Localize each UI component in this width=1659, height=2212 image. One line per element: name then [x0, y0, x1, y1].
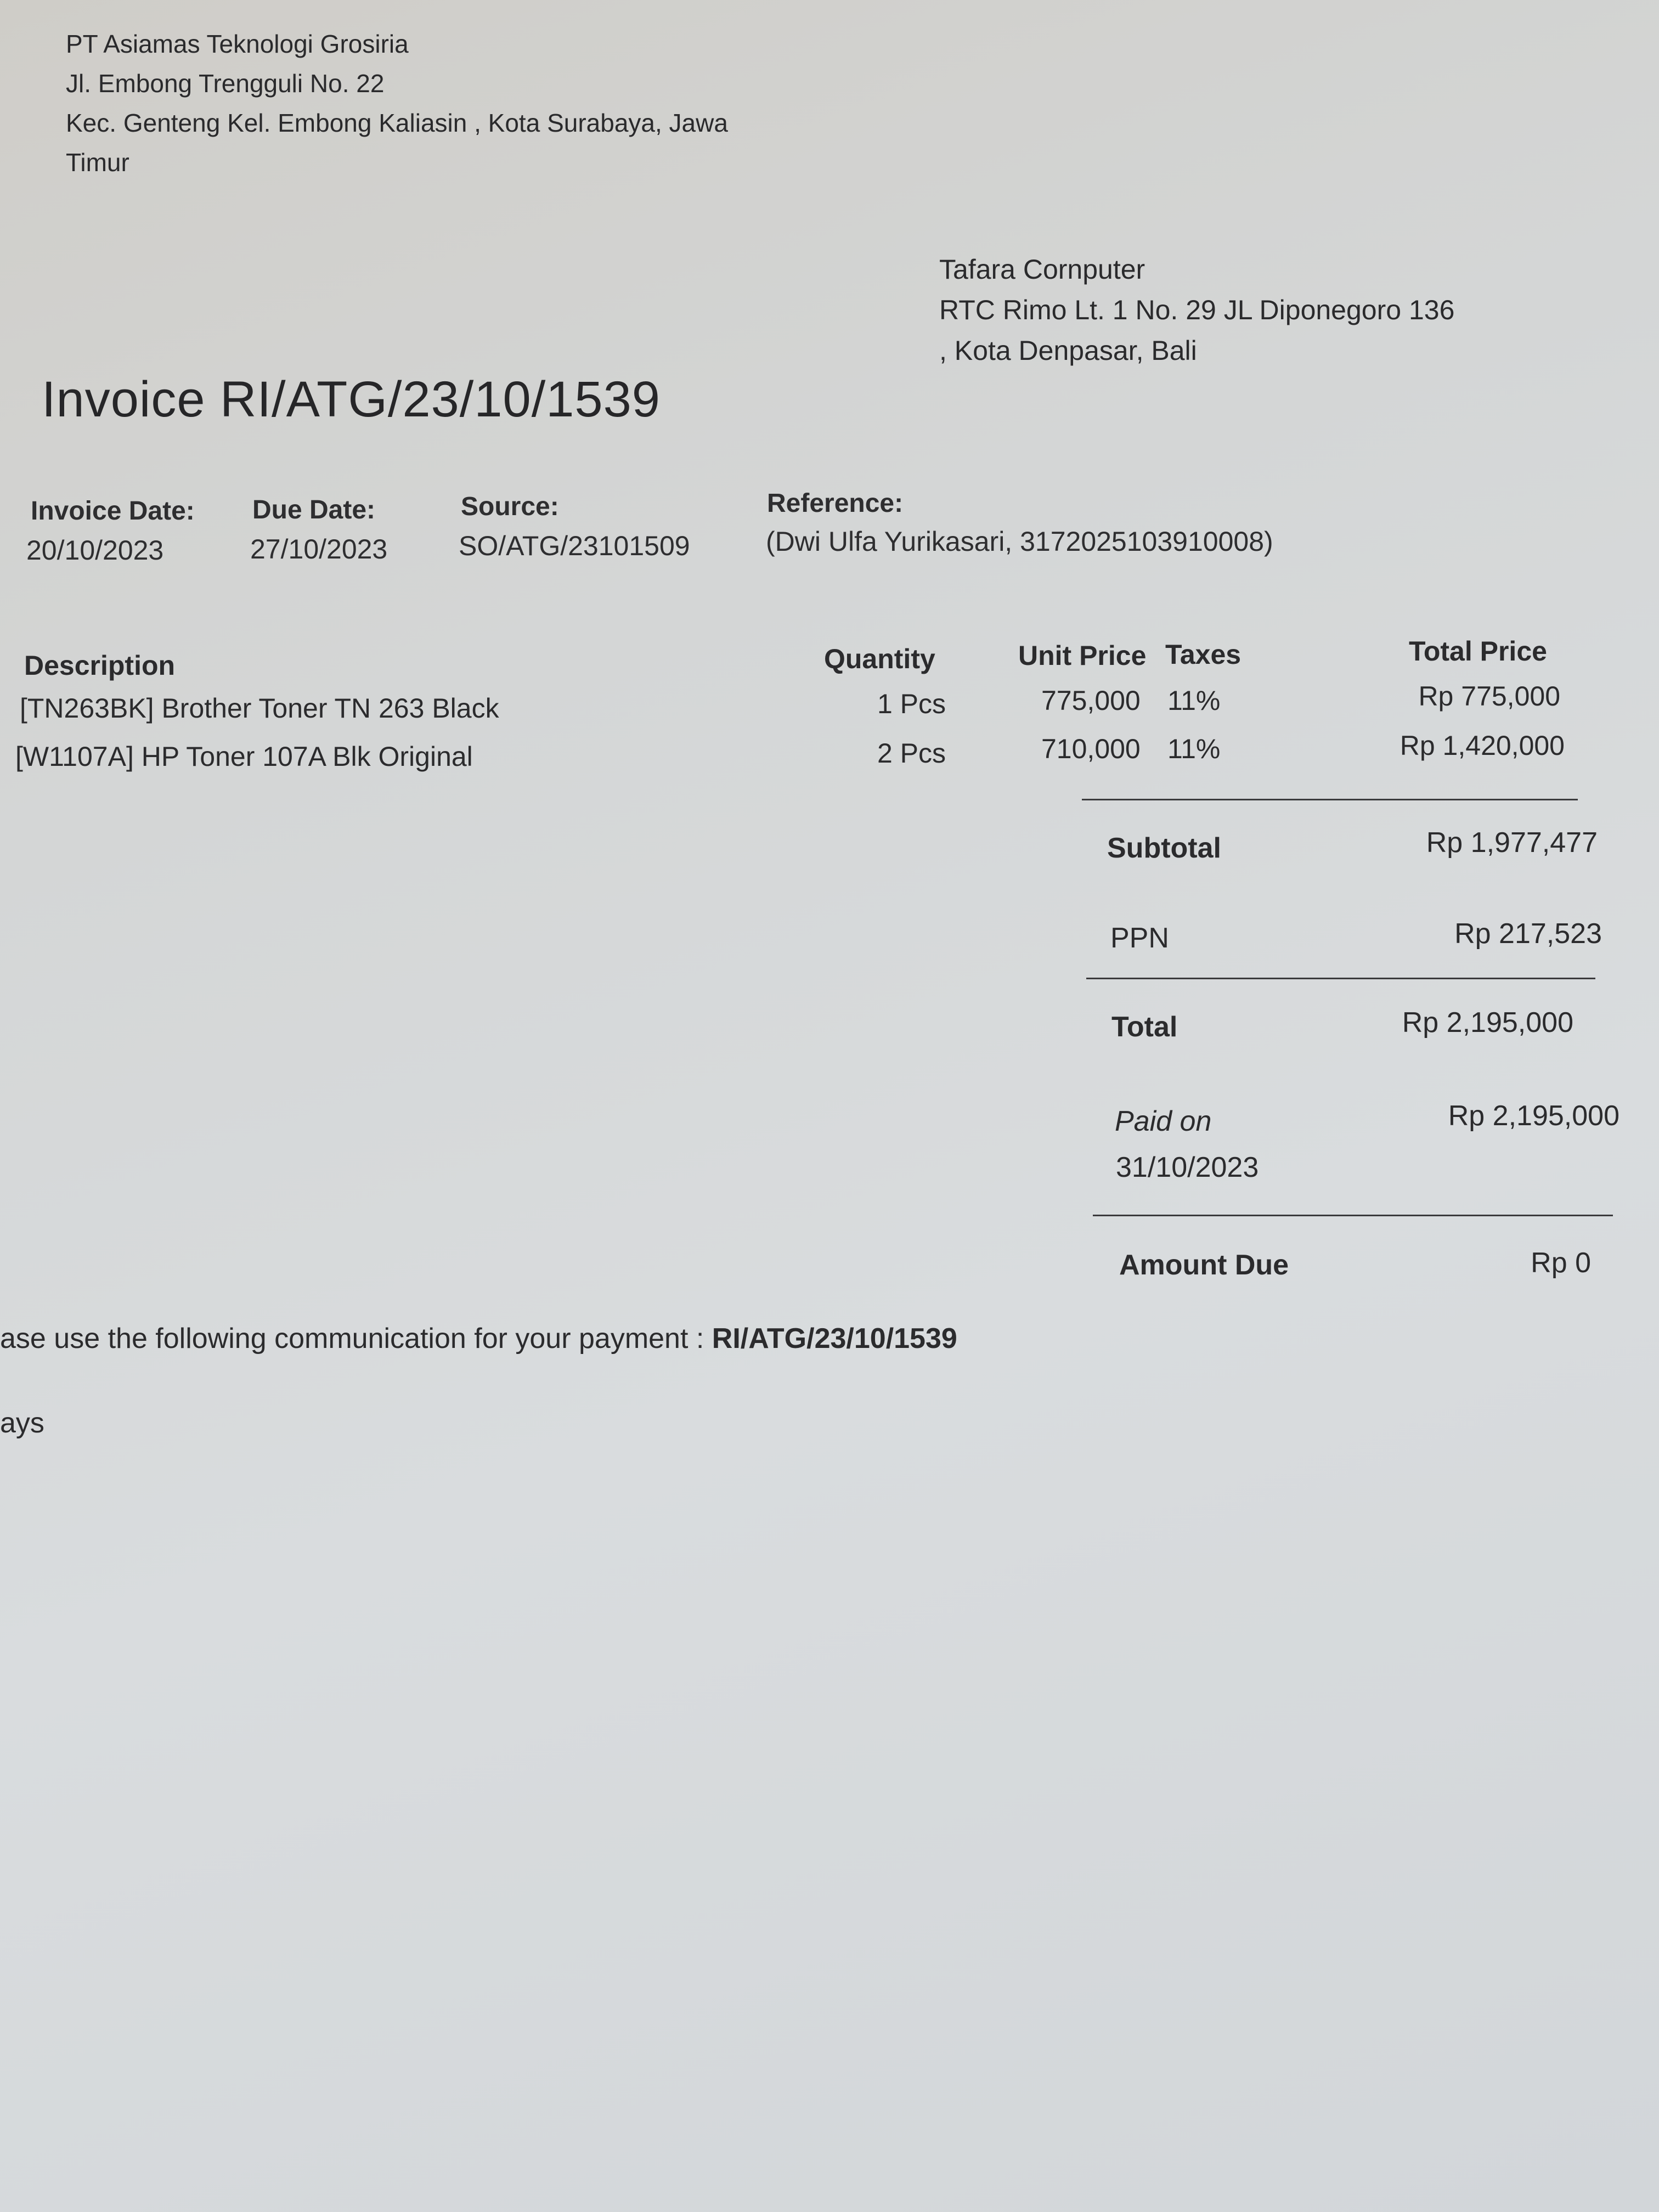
payment-communication-text [0, 1322, 957, 1355]
due-date-value: 27/10/2023 [250, 534, 388, 565]
invoice-date-value: 20/10/2023 [26, 535, 164, 566]
payment-terms-fragment: ays [0, 1407, 44, 1439]
column-header-taxes: Taxes [1165, 639, 1242, 670]
line-item-description: [TN263BK] Brother Toner TN 263 Black [20, 693, 499, 724]
total-value: Rp 2,195,000 [1402, 1007, 1573, 1039]
invoice-title: Invoice RI/ATG/23/10/1539 [42, 371, 661, 427]
sender-address-line-1: Jl. Embong Trengguli No. 22 [66, 69, 385, 98]
column-header-total-price: Total Price [1409, 636, 1547, 667]
paid-on-label: Paid on [1115, 1105, 1212, 1137]
source-label: Source: [461, 492, 559, 521]
total-label: Total [1111, 1011, 1178, 1043]
column-header-quantity: Quantity [824, 644, 935, 674]
line-item-quantity: 1 Pcs [877, 689, 946, 719]
column-header-unit-price: Unit Price [1018, 640, 1147, 671]
payment-instruction: ase use the following communication for your payment : [0, 1323, 712, 1355]
line-item-unit-price: 775,000 [1041, 685, 1141, 716]
paid-on-date: 31/10/2023 [1116, 1152, 1259, 1183]
customer-address-line-1: RTC Rimo Lt. 1 No. 29 JL Diponegoro 136 [939, 295, 1455, 325]
sender-address-line-2: Kec. Genteng Kel. Embong Kaliasin , Kota Surabaya, Jawa [66, 109, 728, 137]
subtotal-value: Rp 1,977,477 [1426, 827, 1598, 859]
summary-divider-1 [1082, 799, 1578, 800]
invoice-date-label: Invoice Date: [31, 496, 195, 526]
source-value: SO/ATG/23101509 [459, 531, 690, 561]
customer-address-line-2: , Kota Denpasar, Bali [939, 335, 1197, 366]
paid-amount: Rp 2,195,000 [1448, 1100, 1620, 1132]
sender-address-line-3: Timur [66, 148, 129, 177]
line-item-taxes: 11% [1167, 733, 1221, 764]
payment-reference: RI/ATG/23/10/1539 [712, 1323, 957, 1355]
amount-due-value: Rp 0 [1531, 1247, 1591, 1279]
ppn-value: Rp 217,523 [1454, 918, 1602, 950]
summary-divider-2 [1086, 978, 1595, 979]
due-date-label: Due Date: [252, 495, 376, 524]
line-item-description: [W1107A] HP Toner 107A Blk Original [15, 741, 473, 772]
subtotal-label: Subtotal [1107, 832, 1221, 864]
line-item-total-price: Rp 1,420,000 [1400, 730, 1565, 761]
sender-name: PT Asiamas Teknologi Grosiria [66, 30, 409, 58]
summary-divider-3 [1093, 1215, 1613, 1216]
amount-due-label: Amount Due [1119, 1249, 1289, 1281]
customer-name: Tafara Cornputer [939, 254, 1146, 285]
line-item-total-price: Rp 775,000 [1418, 681, 1560, 712]
reference-value: (Dwi Ulfa Yurikasari, 3172025103910008) [766, 526, 1273, 557]
line-item-unit-price: 710,000 [1041, 733, 1141, 764]
line-item-taxes: 11% [1167, 685, 1221, 716]
reference-label: Reference: [767, 489, 904, 518]
sender-address-block [66, 24, 728, 182]
customer-address-block [939, 249, 1454, 371]
ppn-label: PPN [1110, 922, 1169, 954]
line-item-quantity: 2 Pcs [877, 738, 946, 769]
column-header-description: Description [24, 650, 176, 681]
